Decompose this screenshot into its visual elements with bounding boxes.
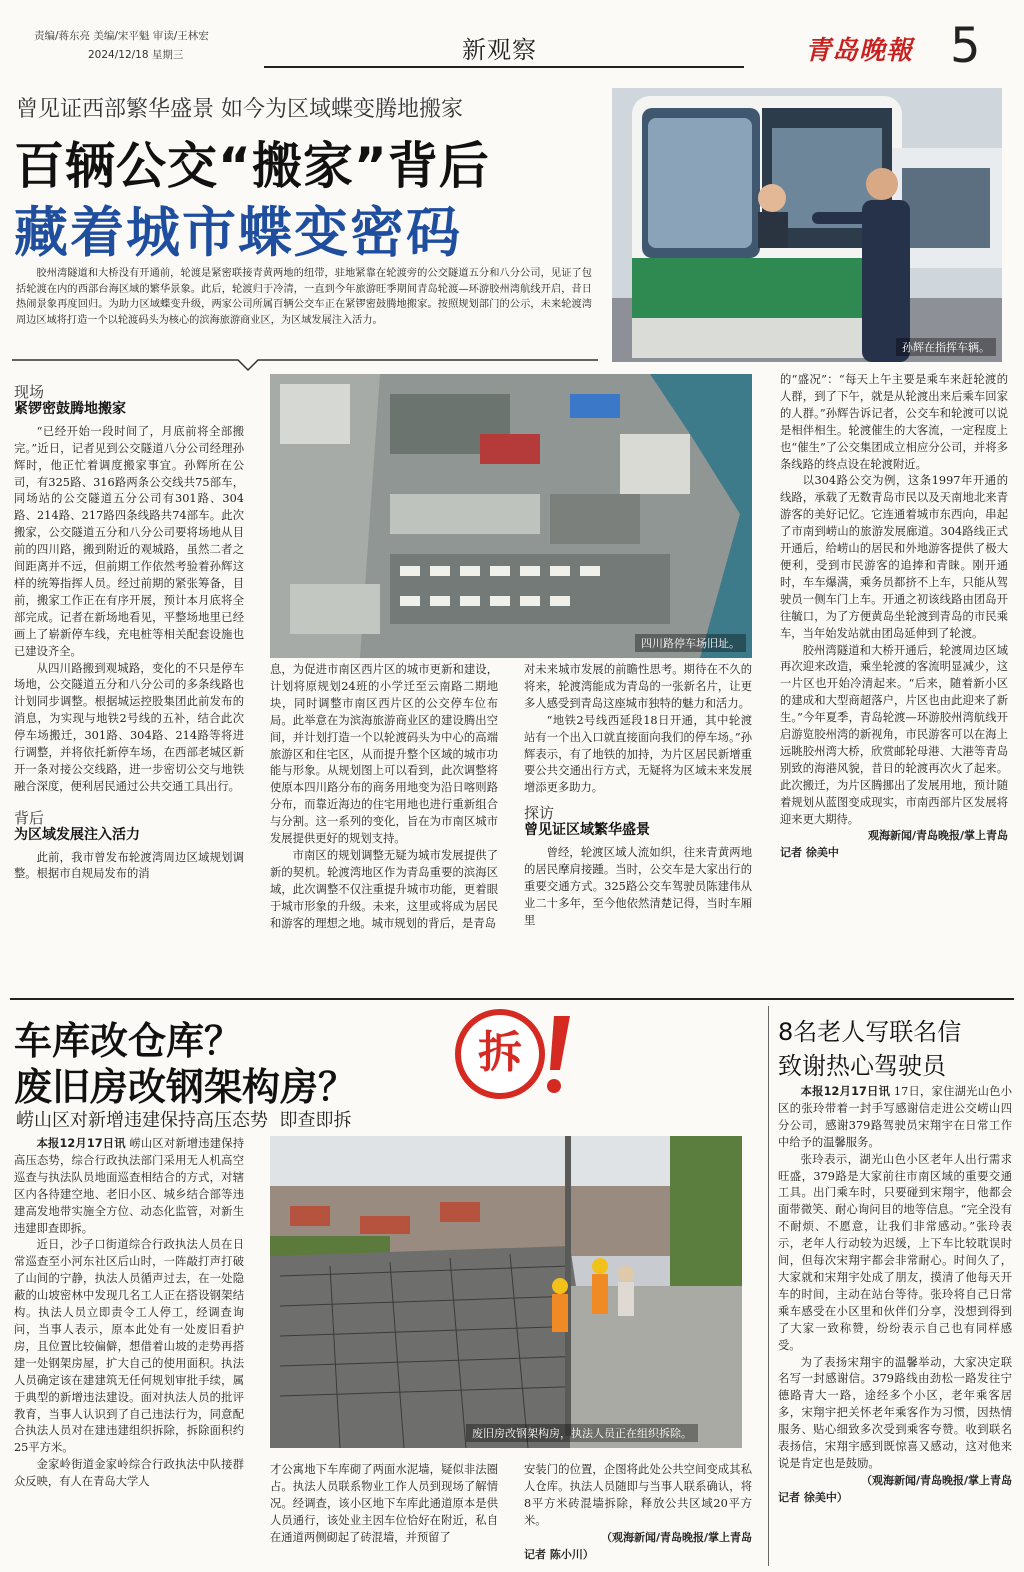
story1-byline-reporter: 记者 徐美中 (780, 846, 839, 860)
story2-column-2 (270, 1462, 498, 1547)
story3-byline-reporter: 记者 徐美中） (778, 1490, 848, 1504)
col2-paragraph: 市南区的规划调整无疑为城市发展提供了新的契机。轮渡湾地区作为青岛重要的滨海区域，此次调整不仅注重提升城市功能，更着眼于城市形象的升级。未来，这里或将成为居民和游客的理想之地。城市规划的背后，是青岛 (270, 848, 498, 930)
story1-headline-1: 百辆公交“搬家”背后 (14, 137, 490, 195)
story1-headline-2: 藏着城市蝶变密码 (14, 201, 462, 264)
demolition-photo-caption: 废旧房改钢架构房，执法人员正在组织拆除。 (466, 1424, 698, 1442)
story2-subhead: 崂山区对新增违建保持高压态势 即查即拆 (16, 1110, 352, 1131)
story2-column-1: 本报12月17日讯 崂山区对新增违建保持高压态势，综合行政执法部门采用无人机高空巡查与执法队员地面巡查相结合的方式，对辖区内各待建空地、老旧小区、城乡结合部等违建高发地带实施全方位、动态化监管，对新生违建即查即拆。 近日，沙子口街道综合行政执法人员在日常巡查至小河东社区后山时，一阵敲打声打破了山间的宁静，执法人员循声过去，在一处隐蔽的山坡密林中发现几名工人正在搭设钢架结构。执法人员立即责令工人停工，经调查询问，当事人表示，原本此处有一处废旧看护房，且位置比较偏僻，想借着山坡的走势再搭建一处钢架房屋，扩大自己的使用面积。执法人员确定该在建建筑无任何规划审批手续，属于典型的新增违法建设。面对执法人员的批评教育，当事人认识到了自己违法行为，同意配合执法人员对在建违建组织拆除，拆除面积约25平方米。 金家岭街道金家岭综合行政执法中队接群众反映，有人在青岛大学人 (14, 1136, 244, 1491)
story1-column-2 (270, 662, 498, 933)
col4-paragraph: 胶州湾隧道和大桥开通后，轮渡周边区域再次迎来改造，乘坐轮渡的客流明显减少，这一片区也开始冷清起来。“后来，随着新小区的建成和大型商超落户，片区也由此迎来了新生。”今年夏季，青岛轮渡—环游胶州湾航线开启游览胶州湾的新视角，市民游客可以在海上远眺胶州湾大桥，欣赏邮轮母港、大港等青岛别致的海港风貌，昔日的轮渡再次火了起来。此次搬迁，为片区腾挪出了发展用地，预计随着规划从蓝图变成现实，市南西部片区发展将迎来更大期待。 (780, 643, 1008, 826)
stamp-char: 拆 (478, 1027, 522, 1078)
col1-paragraph: “已经开始一段时间了，月底前将全部搬完。”近日，记者见到公交隧道八分公司经理孙辉时，他正忙着调度搬家事宜。孙辉所在公司，有325路、316路两条公交线共75部车，同场站的公交隧道五分公司有301路、304路、214路、217路四条线路共74部车。此次搬家，公交隧道五分和八分公司要将场地从目前的四川路，搬到附近的观城路，虽然二者之间距离并不远，但前期工作依然考验着孙辉这样的统筹指挥人员。经过前期的紧张筹备，目前，搬家工作正在有序开展，预计本月底将全部完成。记者在新场地看见，平整场地里已经画上了崭新停车线，充电桩等相关配套设施也已建设齐全。 (14, 424, 244, 658)
bus-illustration (612, 88, 1002, 362)
story1-column-1 (14, 384, 244, 883)
story1-intro: 胶州湾隧道和大桥没有开通前，轮渡是紧密联接青黄两地的纽带，驻地紧靠在轮渡旁的公交隧道五分和八分公司，见证了包括轮渡在内的西部台海区域的繁华景象。此后，轮渡归于冷清，一直到今年旅游旺季期间青岛轮渡—环游胶州湾航线开启，昔日热闹景象再度回归。为助力区域蝶变升级，两家公司所属百辆公交车正在紧锣密鼓腾地搬家。按照规划部门的公示，未来轮渡湾周边区域将打造一个以轮渡码头为核心的滨海旅游商业区，为区域发展注入活力。 (16, 268, 592, 326)
sec2-title: 为区域发展注入活力 (14, 826, 140, 843)
col4-paragraph: 以304路公交为例，这条1997年开通的线路，承载了无数青岛市民以及天南地北来青游客的美好记忆。它连通着城市东西向，串起了市南到崂山的旅游发展廊道。304路线正式开通后，给崂山的居民和外地游客提供了极大便利，受到市民游客的追捧和青睐。刚开通时，车车爆满，乘务员都挤不上车，只能从驾驶员一侧车门上车。开通之初该线路由团岛开往毓口，为了方便黄岛坐轮渡到青岛的市民乘车，当年始发站就由团岛延伸到了轮渡。 (780, 474, 1008, 640)
story2-paragraph: 才公寓地下车库砌了两面水泥墙，疑似非法圈占。执法人员联系物业工作人员到现场了解情况。经调查，该小区地下车库此通道原本是供人员通行，该处业主因车位恰好在附近，私自在通道两侧砌起了砖混墙，并预留了 (270, 1463, 498, 1544)
issue-date: 2024/12/18 星期三 (88, 49, 184, 61)
demolition-illustration (270, 1136, 742, 1448)
story3-column: 本报12月17日讯 17日，家住湖光山色小区的张玲带着一封手写感谢信走进公交崂山四分公司，感谢379路驾驶员宋翔宇在日常工作中给予的温馨服务。 张玲表示，湖光山色小区老年人出行需求旺盛，379路是大家前往市南区域的重要交通工具。出门乘车时，只要碰到宋翔宇，他都会面带微笑、耐心询问目的地等信息。“完全没有不耐烦、不愿意，让我们非常感动。”张玲表示，老年人行动较为迟缓，上下车比较耽误时间，但每次宋翔宇都会非常耐心。时间久了，大家就和宋翔宇处成了朋友，摸清了他每天开车的时间，主动在站台等待。张玲将自己日常乘车感受在小区里和伙伴们分享，没想到得到了大家一致称赞，纷纷表示自己也有同样感受。 为了表扬宋翔宇的温馨举动，大家决定联名写一封感谢信。379路线由劲松一路发往宁德路青大一路，途经多个小区，老年乘客居多，宋翔宇把关怀老年乘客作为习惯，因热情服务、贴心细致多次受到乘客夸赞。收到联名表扬信，宋翔宇感到既惊喜又感动，这对他来说是肯定也是鼓励。 （观海新闻/青岛晚报/掌上青岛 记者 徐美中） (778, 1084, 1012, 1507)
story3-lead-tag: 本报12月17日讯 (800, 1085, 891, 1098)
aerial-photo-caption: 四川路停车场旧址。 (635, 634, 746, 652)
story2-paragraph: 金家岭街道金家岭综合行政执法中队接群众反映，有人在青岛大学人 (14, 1458, 244, 1489)
masthead-rule (264, 66, 744, 68)
story1-column-3 (524, 662, 752, 930)
col2-paragraph: 息，为促进市南区西片区的城市更新和建设，计划将原规划24班的小学迁至云南路二期地块，同时调整市南区西片区的公交停车位布局。此举意在为滨海旅游商业区的建设腾出空间，并计划打造一个以轮渡码头为中心的高端旅游区和住宅区，从而提升整个区域的城市功能与形象。从规划图上可以看到，此次调整将使原本四川路分布的商务用地变为沿日喀则路分布，而靠近海边的住宅用地也进行重新组合与分割。这一系列的变化，旨在为市南区城市发展提供更好的规划支持。 (270, 663, 498, 846)
story-divider (10, 998, 1014, 1000)
story2-headline-2: 废旧房改钢架构房？ (14, 1065, 357, 1109)
intro-callout-frame (10, 354, 600, 374)
page-number: 5 (950, 18, 981, 74)
sec1-label: 现场 (14, 383, 45, 401)
sec3-label: 探访 (524, 804, 555, 823)
story2-byline-source: （观海新闻/青岛晚报/掌上青岛 (600, 1530, 752, 1544)
story3-divider (768, 1006, 769, 1566)
sec3-title: 曾见证区域繁华盛景 (524, 822, 650, 839)
aerial-illustration (270, 374, 752, 658)
story2-paragraph: 安装门的位置，企图将此处公共空间变成其私人仓库。执法人员随即与当事人联系确认，将8平方米砖混墙拆除，释放公共区域20平方米。 (524, 1463, 752, 1527)
story1-byline-source: 观海新闻/青岛晚报/掌上青岛 (867, 829, 1008, 843)
sec1-title: 紧锣密鼓腾地搬家 (14, 400, 126, 417)
section-name: 新观察 (462, 36, 537, 64)
story2-byline-reporter: 记者 陈小川） (524, 1547, 594, 1561)
story3-headline-2: 致谢热心驾驶员 (778, 1052, 946, 1080)
story2-headline-1: 车库改仓库？ (14, 1019, 243, 1063)
story3-headline-1: 8名老人写联名信 (778, 1018, 962, 1046)
story1-column-4 (780, 372, 1008, 862)
aerial-parking-photo (270, 374, 752, 658)
story2-column-3 (524, 1462, 752, 1563)
sec2-label: 背后 (14, 808, 45, 827)
demolition-photo (270, 1136, 742, 1448)
bus-driver-photo (612, 88, 1002, 362)
demolish-stamp-icon (452, 1006, 582, 1102)
paper-logo: 青岛晚報 (805, 36, 914, 66)
editors-line: 责编/蒋东亮 美编/宋平魁 审读/王林宏 (34, 30, 209, 42)
story3-paragraph: 为了表扬宋翔宇的温馨举动，大家决定联名写一封感谢信。379路线由劲松一路发往宁德路青大一路，途经多个小区，老年乘客居多，宋翔宇把关怀老年乘客作为习惯，因热情服务、贴心细致多次受到乘客夸赞。收到联名表扬信，宋翔宇感到既惊喜又感动，这对他来说是肯定也是鼓励。 (778, 1355, 1012, 1470)
story2-lead-tag: 本报12月17日讯 (36, 1137, 126, 1150)
story3-byline-source: （观海新闻/青岛晚报/掌上青岛 (860, 1473, 1012, 1487)
story1-kicker: 曾见证西部繁华盛景 如今为区域蝶变腾地搬家 (16, 97, 463, 122)
col1-paragraph: 从四川路搬到观城路，变化的不只是停车场地，公交隧道五分和八分公司的多条线路也计划同步调整。根据城运控股集团此前发布的消息，为实现与地铁2号线的五补，结合此次停车场搬迁，301路、304路、214路等将进行调整，并将依托新停车场，在西部老城区新开一条对接公交线路，进一步密切公交与地铁融合深度，便利居民通过公共交通工具出行。 (14, 661, 244, 793)
col4-paragraph: 的“盛况”：“每天上午主要是乘车来赶轮渡的人群，到了下午，就是从轮渡出来后乘车回家的人群。”孙辉告诉记者，公交车和轮渡可以说是相伴相生。轮渡催生的大客流，一定程度上也“催生”了公交集团成立相应分公司，并将多条线路的终点设在轮渡附近。 (780, 373, 1008, 471)
bus-photo-caption: 孙辉在指挥车辆。 (896, 338, 996, 356)
col1-paragraph: 此前，我市曾发布轮渡湾周边区域规划调整。根据市自规局发布的消 (14, 850, 244, 881)
col3-paragraph: 对未来城市发展的前瞻性思考。期待在不久的将来，轮渡湾能成为青岛的一张新名片，让更多人感受到青岛这座城市独特的魅力和活力。 (524, 663, 752, 710)
story3-paragraph: 张玲表示，湖光山色小区老年人出行需求旺盛，379路是大家前往市南区域的重要交通工具。出门乘车时，只要碰到宋翔宇，他都会面带微笑、耐心询问目的地等信息。“完全没有不耐烦、不愿意，让我们非常感动。”张玲表示，老年人行动较为迟缓，上下车比较耽误时间，但每次宋翔宇都会非常耐心。时间久了，大家就和宋翔宇处成了朋友，摸清了他每天开车的时间，主动在站台等待。张玲将自己日常乘车感受在小区里和伙伴们分享，没想到得到了大家一致称赞，纷纷表示自己也有同样感受。 (778, 1152, 1012, 1352)
col3-paragraph: “地铁2号线西延段18日开通，其中轮渡站有一个出入口就直接面向我们的停车场。”孙辉表示，有了地铁的加持，为片区居民新增重要公共交通出行方式，无疑将为区域未来发展增添更多助力。 (524, 713, 752, 795)
col3-paragraph: 曾经，轮渡区域人流如织，往来青黄两地的居民摩肩接踵。当时，公交车是大家出行的重要交通方式。325路公交车驾驶员陈建伟从业二十多年，至今他依然清楚记得，当时车厢里 (524, 846, 752, 927)
story2-paragraph: 近日，沙子口街道综合行政执法人员在日常巡查至小河东社区后山时，一阵敲打声打破了山间的宁静，执法人员循声过去，在一处隐蔽的山坡密林中发现几名工人正在搭设钢架结构。执法人员立即责令工人停工，经调查询问，当事人表示，原本此处有一处废旧看护房，且位置比较偏僻，想借着山坡的走势再搭建一处钢架房屋，扩大自己的使用面积。执法人员确定该在建建筑无任何规划审批手续，属于典型的新增违法建设。面对执法人员的批评教育，当事人认识到了自己违法行为，同意配合执法人员对在建违建组织拆除，拆除面积约25平方米。 (14, 1238, 244, 1455)
